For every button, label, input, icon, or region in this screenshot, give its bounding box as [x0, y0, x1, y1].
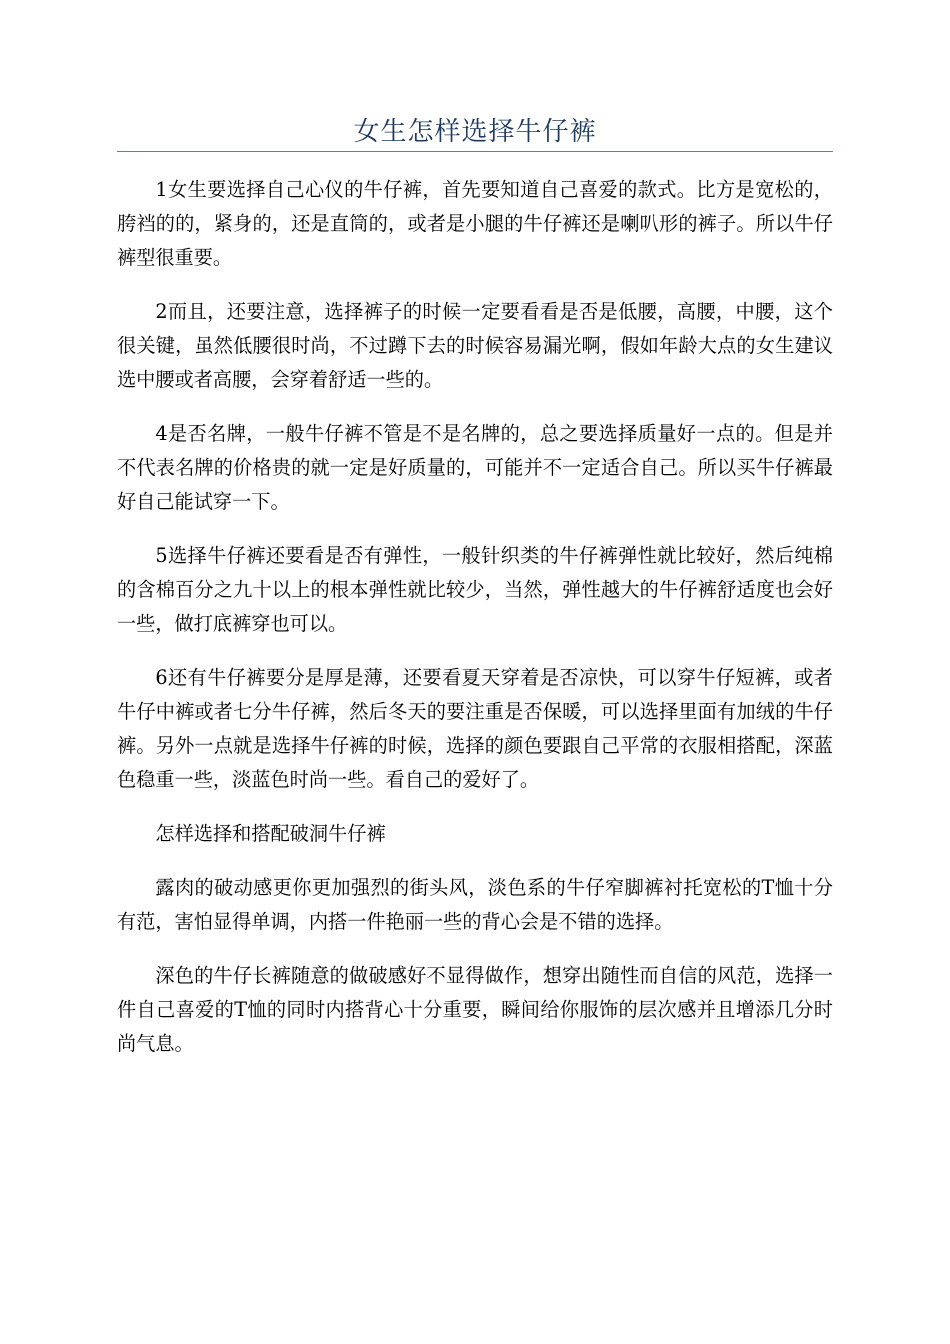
section-heading: 怎样选择和搭配破洞牛仔裤	[155, 822, 386, 845]
paragraph-4: 5选择牛仔裤还要看是否有弹性，一般针织类的牛仔裤弹性就比较好，然后纯棉的含棉百分之九十以上的根本弹性就比较少，当然，弹性越大的牛仔裤舒适度也会好一些，做打底裤穿也可以。	[117, 544, 833, 635]
paragraph-5: 6还有牛仔裤要分是厚是薄，还要看夏天穿着是否凉快，可以穿牛仔短裤，或者牛仔中裤或者七分牛仔裤，然后冬天的要注重是否保暖，可以选择里面有加绒的牛仔裤。另外一点就是选择牛仔裤的时候，选择的颜色要跟自己平常的衣服相搭配，深蓝色稳重一些，淡蓝色时尚一些。看自己的爱好了。	[117, 666, 833, 791]
paragraph-6: 露肉的破动感更你更加强烈的街头风，淡色系的牛仔窄脚裤衬托宽松的T恤十分有范，害怕显得单调，内搭一件艳丽一些的背心会是不错的选择。	[117, 876, 833, 933]
document-title: 女生怎样选择牛仔裤	[353, 117, 597, 147]
document-body	[117, 152, 833, 1061]
paragraph-3: 4是否名牌，一般牛仔裤不管是不是名牌的，总之要选择质量好一点的。但是并不代表名牌的价格贵的就一定是好质量的，可能并不一定适合自己。所以买牛仔裤最好自己能试穿一下。	[117, 422, 833, 513]
document-page	[117, 0, 833, 1081]
paragraph-2: 2而且，还要注意，选择裤子的时候一定要看看是否是低腰，高腰，中腰，这个很关键，虽然低腰很时尚，不过蹲下去的时候容易漏光啊，假如年龄大点的女生建议选中腰或者高腰，会穿着舒适一些的。	[117, 300, 833, 391]
paragraph-7: 深色的牛仔长裤随意的做破感好不显得做作，想穿出随性而自信的风范，选择一件自己喜爱的T恤的同时内搭背心十分重要，瞬间给你服饰的层次感并且增添几分时尚气息。	[117, 964, 833, 1055]
paragraph-1: 1女生要选择自己心仪的牛仔裤，首先要知道自己喜爱的款式。比方是宽松的，胯裆的的，紧身的，还是直筒的，或者是小腿的牛仔裤还是喇叭形的裤子。所以牛仔裤型很重要。	[117, 178, 833, 269]
